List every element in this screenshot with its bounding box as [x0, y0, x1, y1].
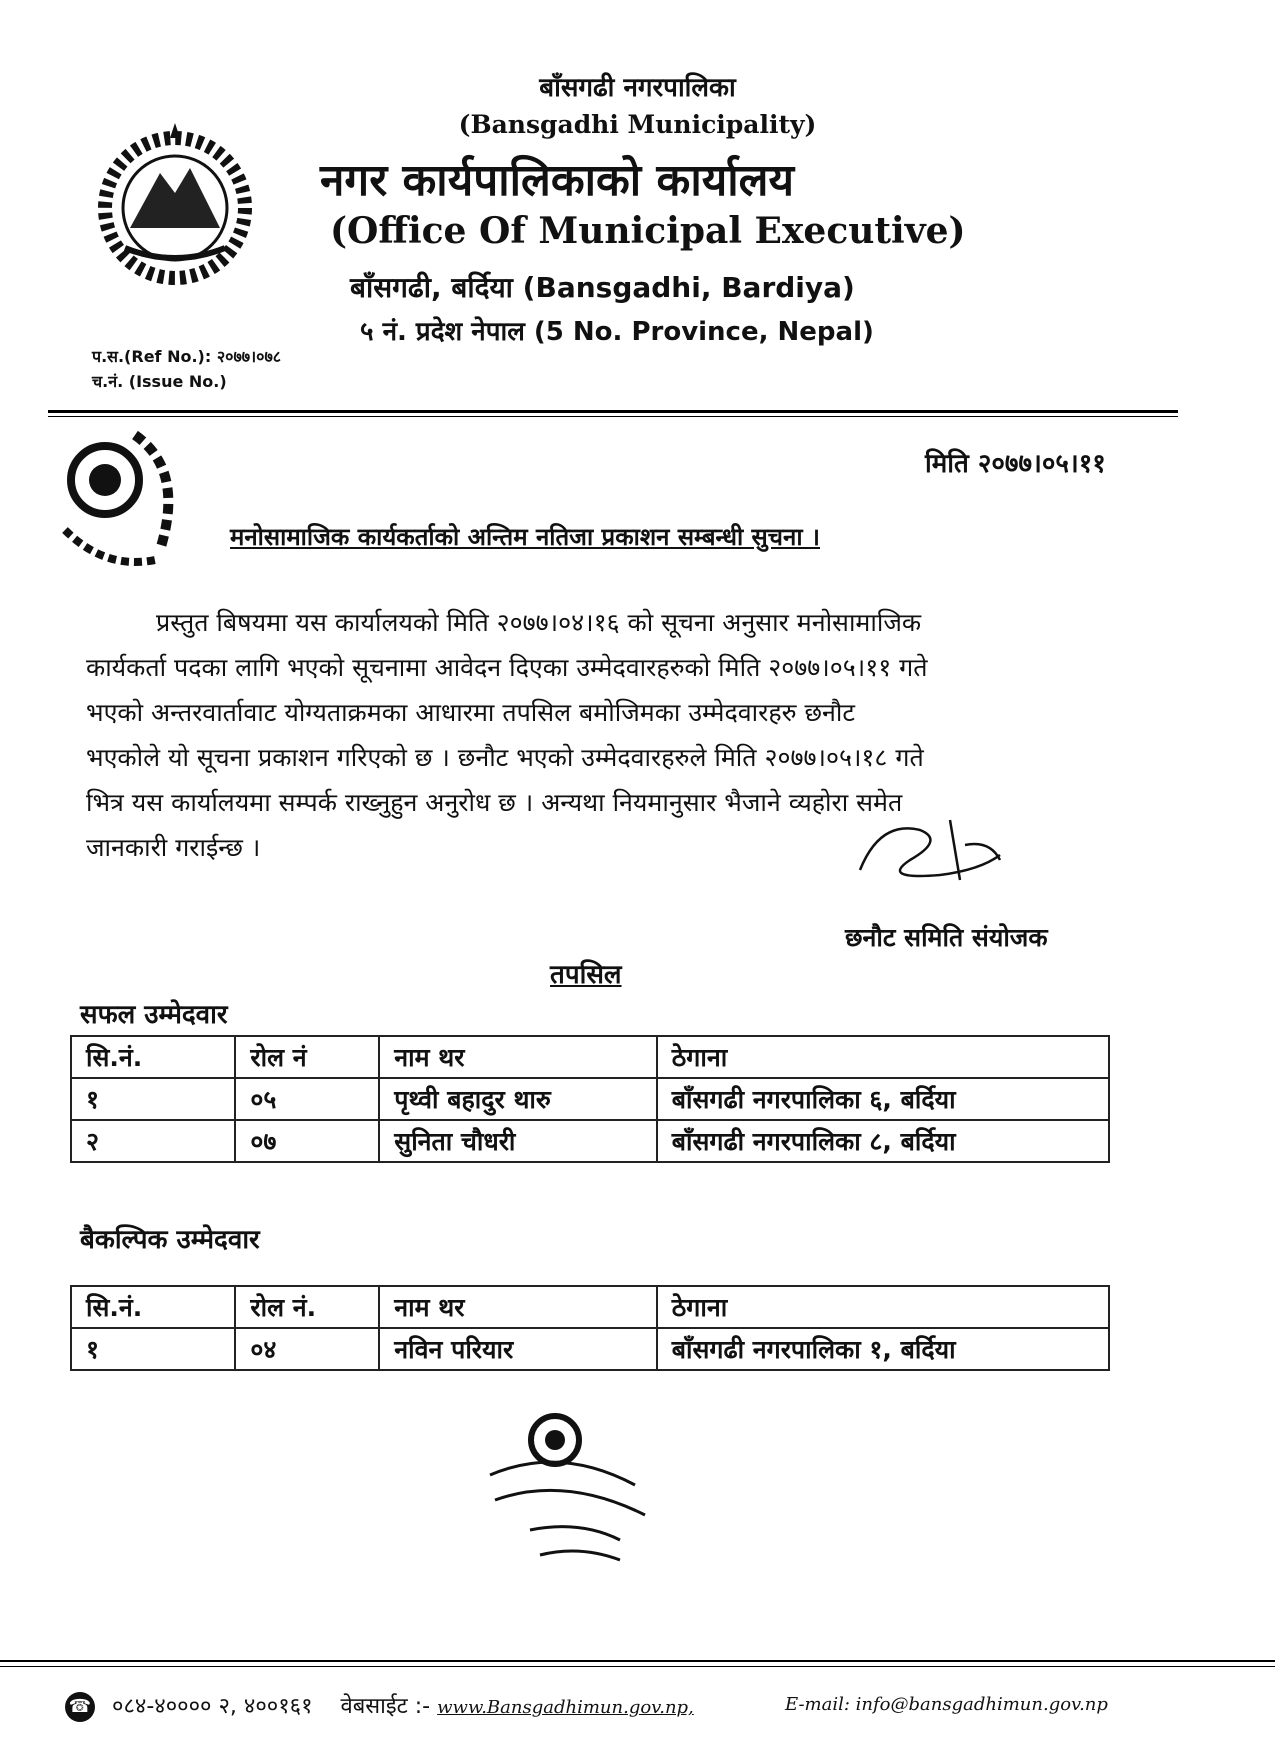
body-line: भएको अन्तरवार्तावाट योग्यताक्रमका आधारमा तपसिल बमोजिमका उम्मेदवारहरु छनौट [86, 698, 855, 727]
office-province: ५ नं. प्रदेश नेपाल (5 No. Province, Nepal) [360, 317, 874, 347]
footer-website-link[interactable]: www.Bansgadhimun.gov.np, [437, 1697, 694, 1718]
body-line: कार्यकर्ता पदका लागि भएको सूचनामा आवेदन दिएका उम्मेदवारहरुको मिति २०७७।०५।११ गते [86, 653, 928, 682]
nepal-emblem-icon [75, 118, 275, 303]
office-name-np: नगर कार्यपालिकाको कार्यालय [320, 155, 794, 206]
footer-contact [65, 1690, 1225, 1722]
col-header-sn: सि.नं. [71, 1036, 235, 1078]
cell-address: बाँसगढी नगरपालिका ८, बर्दिया [657, 1120, 1109, 1162]
notice-subject: मनोसामाजिक कार्यकर्ताको अन्तिम नतिजा प्रकाशन सम्बन्धी सुचना । [230, 523, 820, 551]
ref-number [92, 345, 281, 367]
table-row [71, 1078, 1109, 1120]
header-divider [48, 410, 1178, 413]
office-stamp-icon [35, 420, 210, 585]
cell-name: नविन परियार [379, 1328, 656, 1370]
body-line: भएकोले यो सूचना प्रकाशन गरिएको छ । छनौट भएको उम्मेदवारहरुले मिति २०७७।०५।१८ गते [86, 743, 924, 772]
cell-sn: २ [71, 1120, 235, 1162]
ref-value: २०७७।०७८ [216, 347, 282, 366]
successful-candidates-table [70, 1035, 1110, 1163]
cell-address: बाँसगढी नगरपालिका १, बर्दिया [657, 1328, 1109, 1370]
col-header-name: नाम थर [379, 1036, 656, 1078]
col-header-address: ठेगाना [657, 1036, 1109, 1078]
alternate-candidates-table [70, 1285, 1110, 1371]
signature-icon [850, 800, 1030, 900]
alternate-candidates-title: बैकल्पिक उम्मेदवार [80, 1225, 260, 1255]
cell-roll: ०७ [235, 1120, 379, 1162]
cell-sn: १ [71, 1328, 235, 1370]
col-header-address: ठेगाना [657, 1286, 1109, 1328]
body-line: प्रस्तुत बिषयमा यस कार्यालयको मिति २०७७।०४।१६ को सूचना अनुसार मनोसामाजिक [156, 608, 922, 637]
cell-sn: १ [71, 1078, 235, 1120]
body-line: भित्र यस कार्यालयमा सम्पर्क राख्नुहुन अनुरोध छ । अन्यथा नियमानुसार भैजाने व्यहोरा समेत [86, 788, 903, 817]
body-line: जानकारी गराईन्छ । [86, 833, 261, 862]
signer-title: छनौट समिति संयोजक [845, 923, 1048, 952]
table-row [71, 1328, 1109, 1370]
official-seal-icon [470, 1405, 670, 1575]
cell-roll: ०४ [235, 1328, 379, 1370]
table-header-row [71, 1286, 1109, 1328]
header-divider-thin [48, 416, 1178, 417]
cell-name: सुनिता चौधरी [379, 1120, 656, 1162]
office-name-en: (Office Of Municipal Executive) [330, 210, 966, 252]
col-header-roll: रोल नं. [235, 1286, 379, 1328]
tapasil-heading: तपसिल [550, 960, 622, 990]
office-address: बाँसगढी, बर्दिया (Bansgadhi, Bardiya) [350, 271, 855, 304]
municipality-name-np: बाँसगढी नगरपालिका [539, 73, 736, 103]
cell-name: पृथ्वी बहादुर थारु [379, 1078, 656, 1120]
footer-email[interactable]: E-mail: info@bansgadhimun.gov.np [785, 1694, 1108, 1715]
cell-roll: ०५ [235, 1078, 379, 1120]
municipality-name-en: (Bansgadhi Municipality) [458, 110, 817, 139]
successful-candidates-title: सफल उम्मेदवार [80, 1000, 228, 1030]
notice-date: मिति २०७७।०५।११ [925, 449, 1106, 479]
footer-divider-thin [0, 1666, 1275, 1667]
phone-icon: ☎ [65, 1692, 95, 1722]
table-row [71, 1120, 1109, 1162]
footer-divider [0, 1660, 1275, 1662]
cell-address: बाँसगढी नगरपालिका ६, बर्दिया [657, 1078, 1109, 1120]
footer-website-label: वेबसाईट :- [340, 1694, 431, 1719]
table-header-row [71, 1036, 1109, 1078]
footer-phone: ०८४-४०००० २, ४००१६१ [112, 1694, 313, 1719]
col-header-name: नाम थर [379, 1286, 656, 1328]
col-header-roll: रोल नं [235, 1036, 379, 1078]
col-header-sn: सि.नं. [71, 1286, 235, 1328]
ref-label: प.स.(Ref No.): [92, 347, 212, 366]
issue-number-label: च.नं. (Issue No.) [92, 372, 227, 391]
